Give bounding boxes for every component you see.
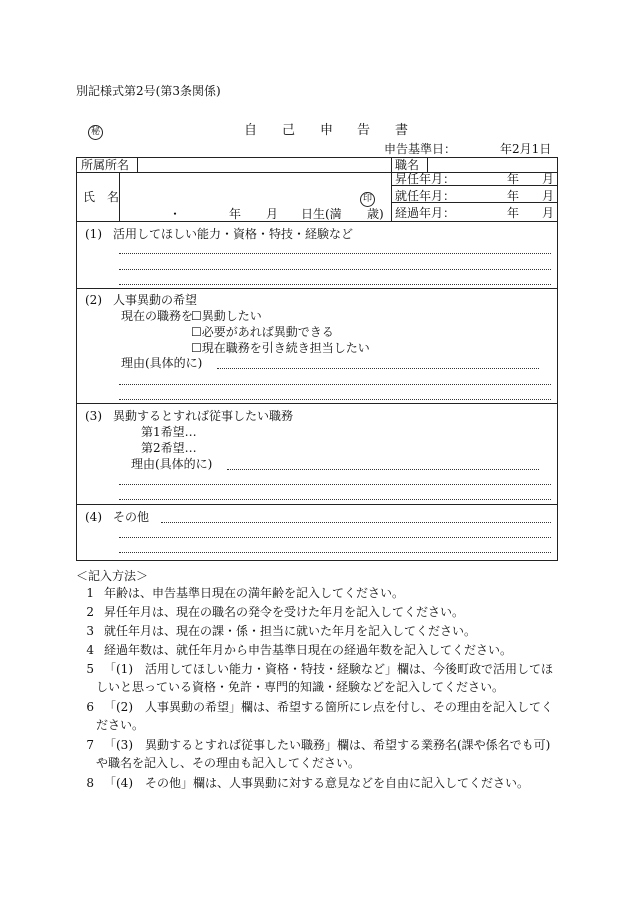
form-number: 別記様式第2号(第3条関係) <box>76 84 221 98</box>
option-transfer[interactable]: ☐異動したい <box>191 309 262 323</box>
appointment-label: 就任年月： <box>395 189 456 203</box>
instruction-text-7b: や職名を記入し、その理由も記入してください。 <box>96 756 361 770</box>
section-2-prefix: 現在の職務を <box>121 309 194 323</box>
title-char-5: 書 <box>395 123 409 138</box>
instruction-text-6a: 「(2) 人事異動の希望」欄は、希望する箇所にレ点を付し、その理由を記入してく <box>104 700 554 714</box>
birth-year-unit: 年 <box>229 207 242 221</box>
second-choice-label: 第2希望… <box>141 441 197 455</box>
self-report-form <box>76 157 558 561</box>
instruction-text-8: 「(4) その他」欄は、人事異動に対する意見などを自由に記入してください。 <box>104 776 530 790</box>
title-char-2: 己 <box>282 123 296 138</box>
section-4-title: その他 <box>113 510 150 524</box>
instruction-text-7a: 「(3) 異動するとすれば従事したい職務」欄は、希望する業務名(課や係名でも可) <box>104 738 551 752</box>
appointment-month-unit: 月 <box>542 189 555 203</box>
reference-date-label: 申告基準日： <box>384 142 457 156</box>
age-unit: 歳) <box>367 207 384 221</box>
elapsed-year-unit: 年 <box>507 206 520 220</box>
section-3-reason-label: 理由(具体的に) <box>131 457 213 471</box>
promotion-year-unit: 年 <box>507 172 520 186</box>
title-char-1: 自 <box>244 123 258 138</box>
instruction-text-5b: しいと思っている資格・免許・専門的知識・経験などを記入してください。 <box>96 680 505 694</box>
option-transfer-if-needed[interactable]: ☐必要があれば異動できる <box>191 325 334 339</box>
section-1-number: (1) <box>85 227 102 241</box>
instruction-text-5a: 「(1) 活用してほしい能力・資格・特技・経験など」欄は、今後町政で活用してほ <box>104 662 554 676</box>
position-label: 職名 <box>395 158 420 172</box>
elapsed-month-unit: 月 <box>542 206 555 220</box>
instruction-number-5: 5 <box>86 662 94 676</box>
section-2-reason-label: 理由(具体的に) <box>121 356 203 370</box>
title-char-4: 告 <box>357 123 371 138</box>
option-stay[interactable]: ☐現在職務を引き続き担当したい <box>191 341 370 355</box>
instruction-number-7: 7 <box>86 738 94 752</box>
instruction-text-4: 経過年数は、就任年月から申告基準日現在の経過年数を記入してください。 <box>104 643 513 657</box>
affiliation-label: 所属所名 <box>81 158 130 172</box>
instruction-number-4: 4 <box>86 643 94 657</box>
instruction-text-2: 昇任年月は、現在の職名の発令を受けた年月を記入してください。 <box>104 605 465 619</box>
instruction-number-2: 2 <box>86 605 94 619</box>
instruction-number-1: 1 <box>86 586 94 600</box>
section-3-number: (3) <box>85 409 102 423</box>
section-3-title: 異動するとすれば従事したい職務 <box>113 409 294 423</box>
instruction-text-1: 年齢は、申告基準日現在の満年齢を記入してください。 <box>104 586 405 600</box>
instruction-number-3: 3 <box>86 624 94 638</box>
name-label: 氏 名 <box>83 190 120 204</box>
birth-month-unit: 月 <box>266 207 279 221</box>
instruction-number-6: 6 <box>86 700 94 714</box>
promotion-month-unit: 月 <box>542 172 555 186</box>
seal-icon: 印 <box>360 192 375 207</box>
elapsed-label: 経過年月： <box>395 206 456 220</box>
appointment-year-unit: 年 <box>507 189 520 203</box>
instruction-text-3: 就任年月は、現在の課・係・担当に就いた年月を記入してください。 <box>104 624 477 638</box>
instruction-text-6b: ださい。 <box>96 718 145 732</box>
birth-dot: ・ <box>169 207 182 221</box>
section-1-title: 活用してほしい能力・資格・特技・経験など <box>113 227 354 241</box>
secret-mark-icon: 秘 <box>88 125 103 140</box>
instruction-number-8: 8 <box>86 776 94 790</box>
section-2-number: (2) <box>85 293 102 307</box>
first-choice-label: 第1希望… <box>141 425 197 439</box>
section-4-number: (4) <box>85 510 102 524</box>
instructions-heading: ＜記入方法＞ <box>76 569 149 583</box>
promotion-label: 昇任年月： <box>395 172 456 186</box>
reference-date-value: 年2月1日 <box>500 142 552 156</box>
section-2-title: 人事異動の希望 <box>113 293 198 307</box>
title-char-3: 申 <box>320 123 334 138</box>
birth-day-age: 日生(満 <box>301 207 342 221</box>
